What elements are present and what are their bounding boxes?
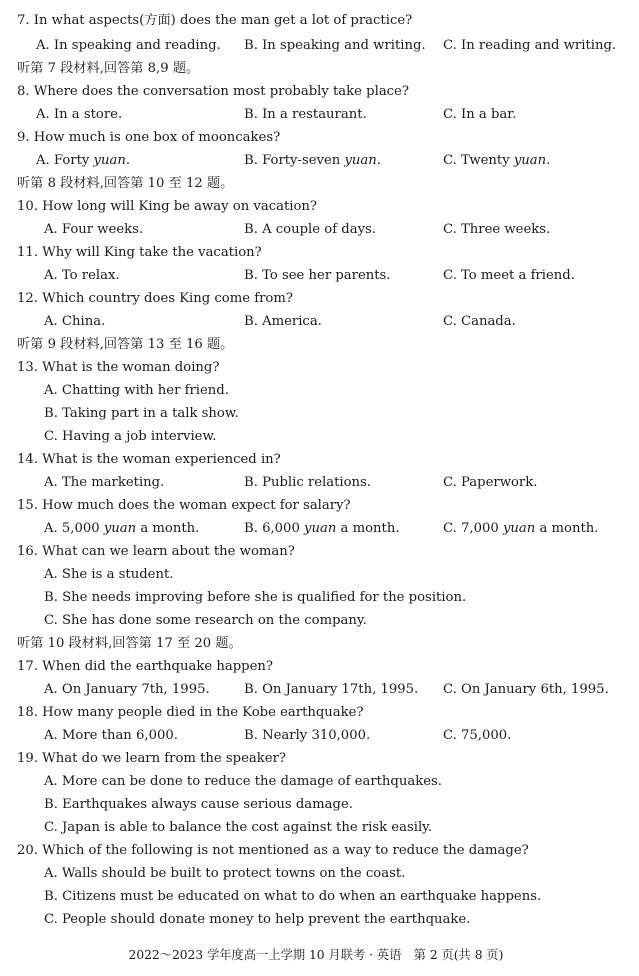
- question-7-option-b: B. In speaking and writing.: [244, 38, 426, 53]
- question-20-option-b: B. Citizens must be educated on what to do when an earthquake happens.: [44, 889, 542, 904]
- question-18-option-b: B. Nearly 310,000.: [244, 728, 371, 743]
- question-13-option-c: C. Having a job interview.: [44, 429, 217, 444]
- question-19-option-b: B. Earthquakes always cause serious damage.: [44, 797, 353, 812]
- question-20-option-c: C. People should donate money to help prevent the earthquake.: [44, 912, 471, 927]
- question-19-option-c: C. Japan is able to balance the cost against the risk easily.: [44, 820, 433, 835]
- question-12-stem: 12. Which country does King come from?: [17, 291, 293, 306]
- page-footer: 2022～2023 学年度高一上学期 10 月联考 · 英语 第 2 页(共 8 页): [128, 947, 504, 962]
- question-14-stem: 14. What is the woman experienced in?: [17, 452, 281, 467]
- question-10-option-a: A. Four weeks.: [44, 222, 144, 237]
- question-7-option-a: A. In speaking and reading.: [36, 38, 221, 53]
- question-10-option-c: C. Three weeks.: [443, 222, 551, 237]
- question-19-option-a: A. More can be done to reduce the damage of earthquakes.: [44, 774, 442, 789]
- question-12-option-c: C. Canada.: [443, 314, 516, 329]
- question-17-option-b: B. On January 17th, 1995.: [244, 682, 419, 697]
- question-11-option-c: C. To meet a friend.: [443, 268, 575, 283]
- question-17-option-a: A. On January 7th, 1995.: [44, 682, 210, 697]
- question-18-stem: 18. How many people died in the Kobe earthquake?: [17, 705, 364, 720]
- question-8-option-b: B. In a restaurant.: [244, 107, 367, 122]
- question-18-option-a: A. More than 6,000.: [44, 728, 178, 743]
- question-19-stem: 19. What do we learn from the speaker?: [17, 751, 286, 766]
- section-7-instruction: 听第 7 段材料,回答第 8,9 题。: [17, 61, 200, 76]
- question-14-option-c: C. Paperwork.: [443, 475, 538, 490]
- question-8-option-c: C. In a bar.: [443, 107, 517, 122]
- question-17-stem: 17. When did the earthquake happen?: [17, 659, 273, 674]
- question-9-stem: 9. How much is one box of mooncakes?: [17, 130, 281, 145]
- question-7-option-c: C. In reading and writing.: [443, 38, 617, 53]
- question-13-stem: 13. What is the woman doing?: [17, 360, 220, 375]
- question-12-option-b: B. America.: [244, 314, 322, 329]
- question-17-option-c: C. On January 6th, 1995.: [443, 682, 609, 697]
- question-16-stem: 16. What can we learn about the woman?: [17, 544, 295, 559]
- question-8-stem: 8. Where does the conversation most probably take place?: [17, 84, 409, 99]
- question-13-option-a: A. Chatting with her friend.: [44, 383, 229, 398]
- question-16-option-b: B. She needs improving before she is qualified for the position.: [44, 590, 467, 605]
- section-10-instruction: 听第 10 段材料,回答第 17 至 20 题。: [17, 636, 242, 651]
- question-7-stem: 7. In what aspects(方面) does the man get a lot of practice?: [17, 13, 413, 28]
- question-15-option-a: A. 5,000 yuan a month.: [44, 521, 200, 536]
- question-9-option-c: C. Twenty yuan.: [443, 153, 551, 168]
- question-8-option-a: A. In a store.: [36, 107, 123, 122]
- question-20-stem: 20. Which of the following is not mentioned as a way to reduce the damage?: [17, 843, 529, 858]
- question-15-option-b: B. 6,000 yuan a month.: [244, 521, 400, 536]
- question-11-option-a: A. To relax.: [44, 268, 120, 283]
- question-15-stem: 15. How much does the woman expect for salary?: [17, 498, 351, 513]
- question-13-option-b: B. Taking part in a talk show.: [44, 406, 239, 421]
- section-8-instruction: 听第 8 段材料,回答第 10 至 12 题。: [17, 176, 234, 191]
- question-15-option-c: C. 7,000 yuan a month.: [443, 521, 599, 536]
- question-12-option-a: A. China.: [44, 314, 106, 329]
- question-14-option-b: B. Public relations.: [244, 475, 371, 490]
- question-11-stem: 11. Why will King take the vacation?: [17, 245, 262, 260]
- question-11-option-b: B. To see her parents.: [244, 268, 391, 283]
- section-9-instruction: 听第 9 段材料,回答第 13 至 16 题。: [17, 337, 234, 352]
- question-20-option-a: A. Walls should be built to protect towns on the coast.: [44, 866, 406, 881]
- question-9-option-b: B. Forty-seven yuan.: [244, 153, 381, 168]
- question-10-option-b: B. A couple of days.: [244, 222, 376, 237]
- question-18-option-c: C. 75,000.: [443, 728, 512, 743]
- question-14-option-a: A. The marketing.: [44, 475, 165, 490]
- question-16-option-a: A. She is a student.: [44, 567, 174, 582]
- question-10-stem: 10. How long will King be away on vacation?: [17, 199, 317, 214]
- question-9-option-a: A. Forty yuan.: [36, 153, 131, 168]
- question-16-option-c: C. She has done some research on the company.: [44, 613, 367, 628]
